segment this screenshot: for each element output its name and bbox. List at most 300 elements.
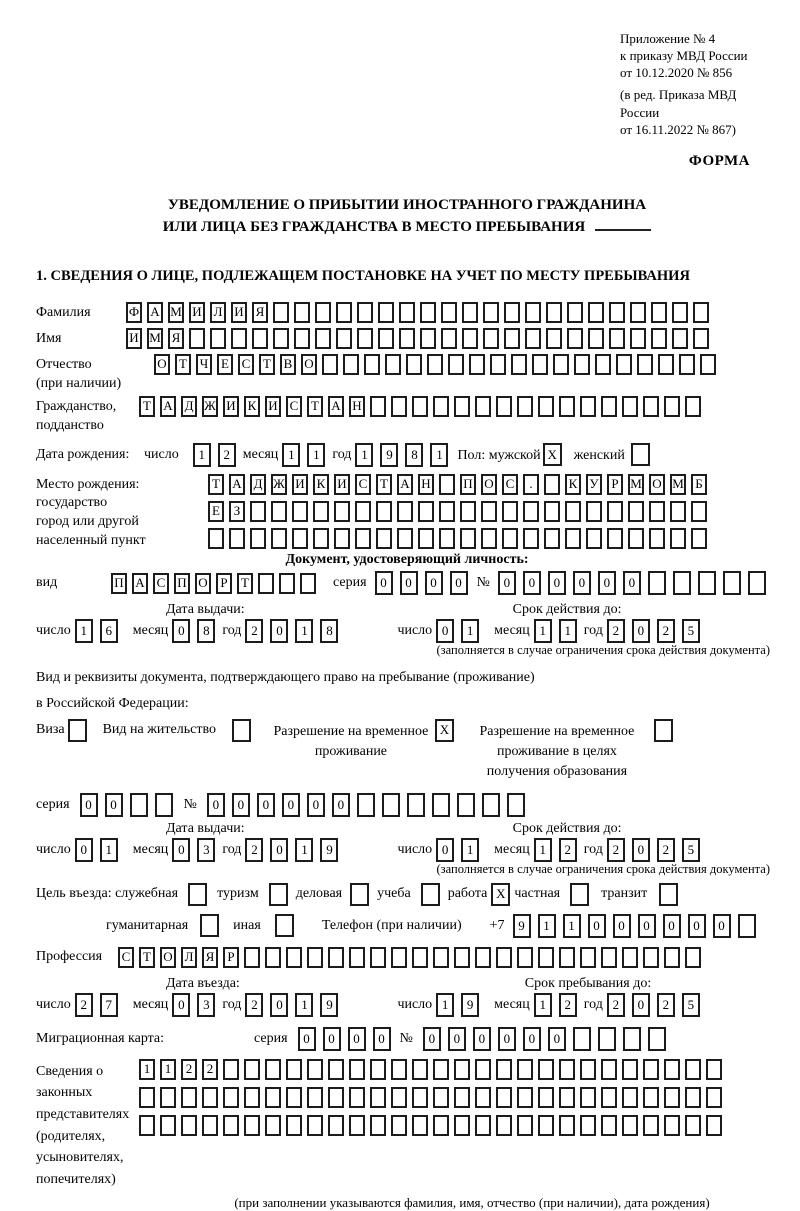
char-cell[interactable]: [698, 571, 716, 595]
char-cell[interactable]: [601, 396, 617, 417]
char-cell[interactable]: [370, 1115, 386, 1136]
char-cell[interactable]: 1: [282, 443, 300, 467]
char-cell[interactable]: [433, 1059, 449, 1080]
char-cell[interactable]: [250, 528, 266, 549]
char-cell[interactable]: [643, 1059, 659, 1080]
char-cell[interactable]: 0: [598, 571, 616, 595]
char-cell[interactable]: [391, 1087, 407, 1108]
char-cell[interactable]: [517, 947, 533, 968]
char-cell[interactable]: 2: [245, 619, 263, 643]
char-cell[interactable]: [706, 1087, 722, 1108]
char-cell[interactable]: [691, 501, 707, 522]
char-cell[interactable]: 0: [623, 571, 641, 595]
char-cell[interactable]: 7: [100, 993, 118, 1017]
char-cell[interactable]: Т: [139, 947, 155, 968]
char-cell[interactable]: [559, 1059, 575, 1080]
char-cell[interactable]: [651, 302, 667, 323]
char-cell[interactable]: Я: [168, 328, 184, 349]
char-cell[interactable]: [286, 1115, 302, 1136]
char-cell[interactable]: 2: [559, 993, 577, 1017]
char-cell[interactable]: [496, 1087, 512, 1108]
char-cell[interactable]: [483, 302, 499, 323]
char-cell[interactable]: [391, 396, 407, 417]
char-cell[interactable]: 0: [523, 1027, 541, 1051]
char-cell[interactable]: 0: [332, 793, 350, 817]
char-cell[interactable]: [439, 474, 455, 495]
char-cell[interactable]: [286, 1087, 302, 1108]
char-cell[interactable]: [355, 501, 371, 522]
char-cell[interactable]: Ж: [271, 474, 287, 495]
char-cell[interactable]: [706, 1115, 722, 1136]
char-cell[interactable]: [502, 501, 518, 522]
char-cell[interactable]: 1: [461, 619, 479, 643]
char-cell[interactable]: 5: [682, 838, 700, 862]
char-cell[interactable]: К: [313, 474, 329, 495]
char-cell[interactable]: [376, 528, 392, 549]
char-cell[interactable]: [391, 1059, 407, 1080]
char-cell[interactable]: 0: [473, 1027, 491, 1051]
char-cell[interactable]: 0: [436, 838, 454, 862]
char-cell[interactable]: 0: [632, 619, 650, 643]
char-cell[interactable]: [244, 1087, 260, 1108]
char-cell[interactable]: X: [491, 883, 510, 906]
char-cell[interactable]: [300, 573, 316, 594]
char-cell[interactable]: К: [244, 396, 260, 417]
char-cell[interactable]: [648, 571, 666, 595]
char-cell[interactable]: 1: [100, 838, 118, 862]
char-cell[interactable]: Р: [607, 474, 623, 495]
char-cell[interactable]: [412, 1059, 428, 1080]
char-cell[interactable]: М: [670, 474, 686, 495]
char-cell[interactable]: [580, 1115, 596, 1136]
char-cell[interactable]: [139, 1115, 155, 1136]
char-cell[interactable]: [328, 1115, 344, 1136]
char-cell[interactable]: Д: [181, 396, 197, 417]
char-cell[interactable]: 1: [461, 838, 479, 862]
char-cell[interactable]: 0: [307, 793, 325, 817]
char-cell[interactable]: [454, 1115, 470, 1136]
char-cell[interactable]: 0: [270, 838, 288, 862]
char-cell[interactable]: 0: [373, 1027, 391, 1051]
char-cell[interactable]: 3: [197, 993, 215, 1017]
char-cell[interactable]: Л: [210, 302, 226, 323]
char-cell[interactable]: [559, 1115, 575, 1136]
char-cell[interactable]: О: [195, 573, 211, 594]
char-cell[interactable]: 0: [450, 571, 468, 595]
char-cell[interactable]: [391, 1115, 407, 1136]
char-cell[interactable]: [588, 328, 604, 349]
char-cell[interactable]: 0: [323, 1027, 341, 1051]
char-cell[interactable]: [532, 354, 548, 375]
char-cell[interactable]: 0: [613, 914, 631, 938]
char-cell[interactable]: 5: [682, 993, 700, 1017]
char-cell[interactable]: [181, 1087, 197, 1108]
char-cell[interactable]: 2: [559, 838, 577, 862]
char-cell[interactable]: А: [328, 396, 344, 417]
char-cell[interactable]: И: [265, 396, 281, 417]
char-cell[interactable]: А: [160, 396, 176, 417]
char-cell[interactable]: [670, 501, 686, 522]
char-cell[interactable]: [155, 793, 173, 817]
char-cell[interactable]: [244, 947, 260, 968]
char-cell[interactable]: [181, 1115, 197, 1136]
char-cell[interactable]: 2: [607, 838, 625, 862]
char-cell[interactable]: И: [126, 328, 142, 349]
char-cell[interactable]: [307, 947, 323, 968]
char-cell[interactable]: [559, 947, 575, 968]
char-cell[interactable]: О: [649, 474, 665, 495]
char-cell[interactable]: [567, 302, 583, 323]
char-cell[interactable]: Я: [202, 947, 218, 968]
char-cell[interactable]: 1: [139, 1059, 155, 1080]
char-cell[interactable]: [313, 528, 329, 549]
char-cell[interactable]: Е: [217, 354, 233, 375]
char-cell[interactable]: 0: [257, 793, 275, 817]
char-cell[interactable]: Ф: [126, 302, 142, 323]
char-cell[interactable]: [370, 1059, 386, 1080]
char-cell[interactable]: А: [132, 573, 148, 594]
char-cell[interactable]: [399, 302, 415, 323]
char-cell[interactable]: П: [111, 573, 127, 594]
char-cell[interactable]: [462, 302, 478, 323]
char-cell[interactable]: [460, 528, 476, 549]
char-cell[interactable]: [475, 1087, 491, 1108]
char-cell[interactable]: 5: [682, 619, 700, 643]
char-cell[interactable]: [454, 396, 470, 417]
char-cell[interactable]: [538, 1115, 554, 1136]
char-cell[interactable]: 2: [245, 993, 263, 1017]
char-cell[interactable]: [420, 328, 436, 349]
char-cell[interactable]: Т: [376, 474, 392, 495]
char-cell[interactable]: [685, 396, 701, 417]
char-cell[interactable]: [648, 1027, 666, 1051]
char-cell[interactable]: [496, 947, 512, 968]
char-cell[interactable]: [601, 1087, 617, 1108]
char-cell[interactable]: [130, 793, 148, 817]
char-cell[interactable]: 0: [713, 914, 731, 938]
char-cell[interactable]: 1: [307, 443, 325, 467]
char-cell[interactable]: В: [280, 354, 296, 375]
char-cell[interactable]: Т: [139, 396, 155, 417]
char-cell[interactable]: У: [586, 474, 602, 495]
char-cell[interactable]: С: [118, 947, 134, 968]
char-cell[interactable]: 9: [320, 993, 338, 1017]
char-cell[interactable]: [651, 328, 667, 349]
char-cell[interactable]: [232, 719, 251, 742]
char-cell[interactable]: 0: [172, 619, 190, 643]
char-cell[interactable]: 0: [632, 838, 650, 862]
char-cell[interactable]: 1: [534, 838, 552, 862]
char-cell[interactable]: 2: [657, 619, 675, 643]
char-cell[interactable]: [511, 354, 527, 375]
char-cell[interactable]: [664, 396, 680, 417]
char-cell[interactable]: М: [168, 302, 184, 323]
char-cell[interactable]: [412, 947, 428, 968]
char-cell[interactable]: [559, 1087, 575, 1108]
char-cell[interactable]: Я: [252, 302, 268, 323]
char-cell[interactable]: С: [238, 354, 254, 375]
char-cell[interactable]: [448, 354, 464, 375]
char-cell[interactable]: 1: [430, 443, 448, 467]
char-cell[interactable]: 1: [295, 993, 313, 1017]
char-cell[interactable]: 2: [607, 993, 625, 1017]
char-cell[interactable]: [664, 1115, 680, 1136]
char-cell[interactable]: [315, 302, 331, 323]
char-cell[interactable]: [622, 396, 638, 417]
char-cell[interactable]: 0: [498, 1027, 516, 1051]
char-cell[interactable]: [544, 474, 560, 495]
char-cell[interactable]: [691, 528, 707, 549]
char-cell[interactable]: [723, 571, 741, 595]
char-cell[interactable]: [546, 302, 562, 323]
char-cell[interactable]: 1: [563, 914, 581, 938]
char-cell[interactable]: 1: [193, 443, 211, 467]
char-cell[interactable]: [622, 1115, 638, 1136]
char-cell[interactable]: [244, 1059, 260, 1080]
char-cell[interactable]: X: [435, 719, 454, 742]
char-cell[interactable]: 9: [513, 914, 531, 938]
char-cell[interactable]: [538, 396, 554, 417]
char-cell[interactable]: 2: [657, 993, 675, 1017]
char-cell[interactable]: [188, 883, 207, 906]
char-cell[interactable]: [601, 1115, 617, 1136]
char-cell[interactable]: [565, 501, 581, 522]
char-cell[interactable]: [208, 528, 224, 549]
char-cell[interactable]: [357, 302, 373, 323]
char-cell[interactable]: [322, 354, 338, 375]
char-cell[interactable]: И: [334, 474, 350, 495]
char-cell[interactable]: 1: [534, 619, 552, 643]
char-cell[interactable]: И: [189, 302, 205, 323]
char-cell[interactable]: [525, 328, 541, 349]
char-cell[interactable]: [643, 396, 659, 417]
char-cell[interactable]: [658, 354, 674, 375]
char-cell[interactable]: [570, 883, 589, 906]
char-cell[interactable]: [643, 1115, 659, 1136]
char-cell[interactable]: [336, 328, 352, 349]
char-cell[interactable]: Т: [259, 354, 275, 375]
char-cell[interactable]: [357, 328, 373, 349]
char-cell[interactable]: 1: [160, 1059, 176, 1080]
char-cell[interactable]: [265, 1087, 281, 1108]
char-cell[interactable]: [307, 1087, 323, 1108]
char-cell[interactable]: А: [397, 474, 413, 495]
char-cell[interactable]: [286, 1059, 302, 1080]
char-cell[interactable]: 0: [588, 914, 606, 938]
char-cell[interactable]: [279, 573, 295, 594]
char-cell[interactable]: [685, 947, 701, 968]
char-cell[interactable]: [490, 354, 506, 375]
char-cell[interactable]: [586, 501, 602, 522]
char-cell[interactable]: [189, 328, 205, 349]
char-cell[interactable]: [748, 571, 766, 595]
char-cell[interactable]: [738, 914, 756, 938]
char-cell[interactable]: [364, 354, 380, 375]
char-cell[interactable]: [433, 396, 449, 417]
char-cell[interactable]: [672, 328, 688, 349]
char-cell[interactable]: [673, 571, 691, 595]
char-cell[interactable]: 1: [538, 914, 556, 938]
char-cell[interactable]: М: [147, 328, 163, 349]
char-cell[interactable]: 0: [282, 793, 300, 817]
char-cell[interactable]: Р: [223, 947, 239, 968]
char-cell[interactable]: [504, 328, 520, 349]
char-cell[interactable]: [269, 883, 288, 906]
char-cell[interactable]: [328, 1087, 344, 1108]
char-cell[interactable]: [523, 501, 539, 522]
char-cell[interactable]: [454, 1059, 470, 1080]
char-cell[interactable]: Т: [208, 474, 224, 495]
char-cell[interactable]: 0: [523, 571, 541, 595]
char-cell[interactable]: [496, 1059, 512, 1080]
char-cell[interactable]: С: [286, 396, 302, 417]
char-cell[interactable]: [544, 501, 560, 522]
char-cell[interactable]: К: [565, 474, 581, 495]
char-cell[interactable]: 3: [197, 838, 215, 862]
char-cell[interactable]: [441, 328, 457, 349]
char-cell[interactable]: [223, 1115, 239, 1136]
char-cell[interactable]: А: [229, 474, 245, 495]
char-cell[interactable]: 0: [548, 1027, 566, 1051]
char-cell[interactable]: [475, 396, 491, 417]
char-cell[interactable]: [517, 1087, 533, 1108]
char-cell[interactable]: [252, 328, 268, 349]
char-cell[interactable]: С: [153, 573, 169, 594]
char-cell[interactable]: .: [523, 474, 539, 495]
char-cell[interactable]: [406, 354, 422, 375]
char-cell[interactable]: С: [502, 474, 518, 495]
char-cell[interactable]: [685, 1059, 701, 1080]
char-cell[interactable]: Е: [208, 501, 224, 522]
char-cell[interactable]: [607, 528, 623, 549]
char-cell[interactable]: [622, 947, 638, 968]
char-cell[interactable]: Т: [237, 573, 253, 594]
char-cell[interactable]: О: [154, 354, 170, 375]
char-cell[interactable]: [273, 302, 289, 323]
char-cell[interactable]: [565, 528, 581, 549]
char-cell[interactable]: [418, 528, 434, 549]
char-cell[interactable]: [420, 302, 436, 323]
char-cell[interactable]: 0: [172, 993, 190, 1017]
char-cell[interactable]: [502, 528, 518, 549]
char-cell[interactable]: [397, 528, 413, 549]
char-cell[interactable]: [546, 328, 562, 349]
char-cell[interactable]: [336, 302, 352, 323]
char-cell[interactable]: 0: [375, 571, 393, 595]
char-cell[interactable]: 0: [298, 1027, 316, 1051]
char-cell[interactable]: [607, 501, 623, 522]
char-cell[interactable]: [544, 528, 560, 549]
char-cell[interactable]: [454, 947, 470, 968]
char-cell[interactable]: [643, 1087, 659, 1108]
char-cell[interactable]: 2: [202, 1059, 218, 1080]
char-cell[interactable]: 0: [270, 993, 288, 1017]
char-cell[interactable]: [439, 528, 455, 549]
char-cell[interactable]: О: [160, 947, 176, 968]
char-cell[interactable]: 0: [448, 1027, 466, 1051]
char-cell[interactable]: 0: [75, 838, 93, 862]
char-cell[interactable]: 0: [232, 793, 250, 817]
char-cell[interactable]: 2: [218, 443, 236, 467]
char-cell[interactable]: 1: [75, 619, 93, 643]
char-cell[interactable]: Л: [181, 947, 197, 968]
char-cell[interactable]: [286, 947, 302, 968]
char-cell[interactable]: [307, 1115, 323, 1136]
char-cell[interactable]: [523, 528, 539, 549]
char-cell[interactable]: [160, 1115, 176, 1136]
char-cell[interactable]: [412, 1087, 428, 1108]
char-cell[interactable]: [481, 528, 497, 549]
char-cell[interactable]: [292, 528, 308, 549]
char-cell[interactable]: Т: [307, 396, 323, 417]
char-cell[interactable]: [670, 528, 686, 549]
char-cell[interactable]: [598, 1027, 616, 1051]
char-cell[interactable]: [275, 914, 294, 937]
char-cell[interactable]: [609, 302, 625, 323]
char-cell[interactable]: [622, 1059, 638, 1080]
char-cell[interactable]: 1: [295, 619, 313, 643]
char-cell[interactable]: [200, 914, 219, 937]
char-cell[interactable]: [580, 1087, 596, 1108]
char-cell[interactable]: [378, 328, 394, 349]
char-cell[interactable]: [399, 328, 415, 349]
char-cell[interactable]: [307, 1059, 323, 1080]
char-cell[interactable]: [609, 328, 625, 349]
char-cell[interactable]: [693, 302, 709, 323]
char-cell[interactable]: [349, 947, 365, 968]
char-cell[interactable]: 0: [348, 1027, 366, 1051]
char-cell[interactable]: [433, 947, 449, 968]
char-cell[interactable]: [504, 302, 520, 323]
char-cell[interactable]: 0: [688, 914, 706, 938]
char-cell[interactable]: И: [223, 396, 239, 417]
char-cell[interactable]: [664, 947, 680, 968]
char-cell[interactable]: 0: [80, 793, 98, 817]
char-cell[interactable]: [397, 501, 413, 522]
char-cell[interactable]: [460, 501, 476, 522]
char-cell[interactable]: [628, 501, 644, 522]
char-cell[interactable]: [601, 1059, 617, 1080]
char-cell[interactable]: [370, 1087, 386, 1108]
char-cell[interactable]: [271, 501, 287, 522]
char-cell[interactable]: [378, 302, 394, 323]
char-cell[interactable]: 0: [172, 838, 190, 862]
char-cell[interactable]: 1: [559, 619, 577, 643]
char-cell[interactable]: [294, 328, 310, 349]
char-cell[interactable]: [433, 1087, 449, 1108]
char-cell[interactable]: [482, 793, 500, 817]
char-cell[interactable]: [483, 328, 499, 349]
char-cell[interactable]: 9: [320, 838, 338, 862]
char-cell[interactable]: [432, 793, 450, 817]
char-cell[interactable]: 1: [295, 838, 313, 862]
char-cell[interactable]: [679, 354, 695, 375]
char-cell[interactable]: 0: [638, 914, 656, 938]
char-cell[interactable]: [223, 1059, 239, 1080]
char-cell[interactable]: [271, 528, 287, 549]
char-cell[interactable]: Н: [349, 396, 365, 417]
char-cell[interactable]: [418, 501, 434, 522]
char-cell[interactable]: [559, 396, 575, 417]
char-cell[interactable]: [462, 328, 478, 349]
char-cell[interactable]: [231, 328, 247, 349]
char-cell[interactable]: [622, 1087, 638, 1108]
char-cell[interactable]: [595, 354, 611, 375]
char-cell[interactable]: [202, 1087, 218, 1108]
char-cell[interactable]: 9: [380, 443, 398, 467]
char-cell[interactable]: [649, 501, 665, 522]
char-cell[interactable]: [292, 501, 308, 522]
